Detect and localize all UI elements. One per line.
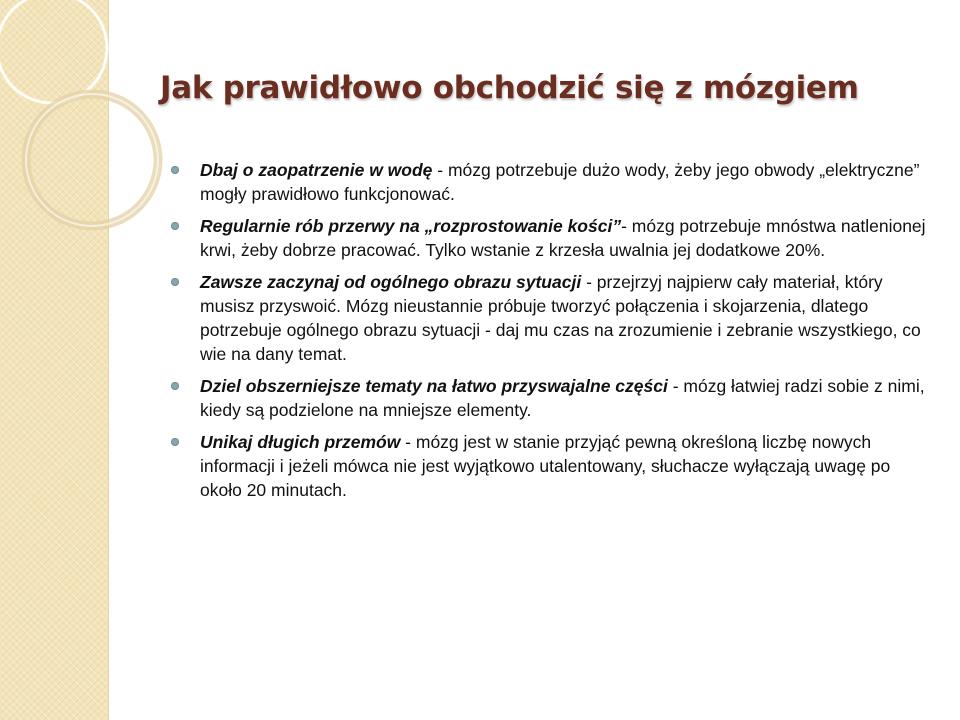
bullet-text: - przejrzyj najpierw cały materiał, który musisz przyswoić. Mózg nieustannie próbuje tworzyć połączenia i skojarzenia, dlatego potrzebuje ogólnego obrazu sytuacji - daj mu czas na zrozumienie i zebranie wszystkiego, co wie na dany temat.	[200, 272, 921, 364]
bullet-item	[170, 270, 935, 366]
bullet-text: - mózg łatwiej radzi sobie z nimi, kiedy są podzielone na mniejsze elementy.	[200, 376, 925, 420]
bullet-dot-icon	[171, 278, 179, 286]
bullet-text: - mózg potrzebuje dużo wody, żeby jego obwody „elektryczne” mogły prawidłowo funkcjonować.	[200, 160, 920, 204]
bullet-lead: Dbaj o zaopatrzenie w wodę	[200, 160, 433, 180]
slide-title: Jak prawidłowo obchodzić się z mózgiem	[160, 70, 859, 106]
bullet-dot-icon	[171, 438, 179, 446]
bullet-lead: Unikaj długich przemów	[200, 432, 401, 452]
bullet-text: - mózg potrzebuje mnóstwa natlenionej krwi, żeby dobrze pracować. Tylko wstanie z krzesła uwalnia jej dodatkowe 20%.	[200, 216, 926, 260]
bullet-lead: Dziel obszerniejsze tematy na łatwo przyswajalne części	[200, 376, 668, 396]
bullet-item	[170, 374, 935, 422]
bullet-item	[170, 214, 935, 262]
bullet-dot-icon	[171, 222, 179, 230]
bullet-item	[170, 430, 935, 502]
bullet-dot-icon	[171, 166, 179, 174]
bullet-list	[170, 158, 935, 510]
bullet-lead: Zawsze zaczynaj od ogólnego obrazu sytuacji	[200, 272, 582, 292]
bullet-text: - mózg jest w stanie przyjąć pewną określoną liczbę nowych informacji i jeżeli mówca nie jest wyjątkowo utalentowany, słuchacze wyłączają uwagę po około 20 minutach.	[200, 432, 891, 500]
bullet-lead: Regularnie rób przerwy na „rozprostowanie kości”	[200, 216, 622, 236]
bullet-item	[170, 158, 935, 206]
bullet-dot-icon	[171, 382, 179, 390]
decorative-circles	[0, 0, 130, 260]
